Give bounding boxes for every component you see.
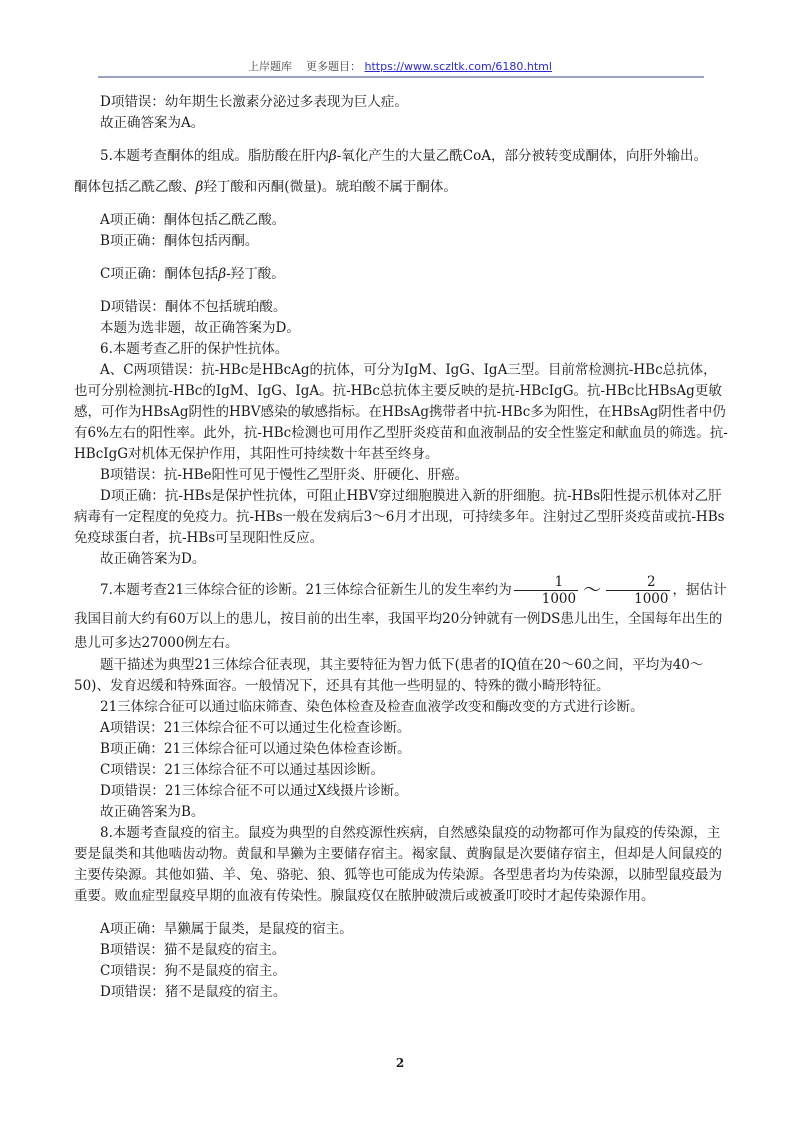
q7-option-d: D项错误：21三体综合征不可以通过X线摄片诊断。	[100, 783, 408, 799]
q7-option-a: A项错误：21三体综合征不可以通过生化检查诊断。	[100, 720, 411, 736]
header-divider	[98, 76, 704, 78]
q7-option-b: B项正确：21三体综合征可以通过染色体检查诊断。	[100, 741, 411, 757]
q5-option-d: D项错误：酮体不包括琥珀酸。	[100, 299, 287, 315]
q7-intro: 7.本题考查21三体综合征的诊断。21三体综合征新生儿的发生率约为 $\frac{1}{1000}$ ～ $\frac{2}{1000}$ ，据估计我国目前大约有60万以上的患儿，按目前的出生率，我国平均20分钟就有一例DS患儿出生，全国每年出生的患儿可多达27000例左右。	[74, 574, 727, 651]
q7-description: 题干描述为典型21三体综合征表现，其主要特征为智力低下(患者的IQ值在20～60之间，平均为40～50)、发育迟缓和特殊面容。一般情况下，还具有其他一些明显的、特殊的微小畸形特征。	[74, 657, 704, 694]
q4-answer: 故正确答案为A。	[100, 115, 205, 131]
site-name: 上岸题库	[248, 60, 293, 73]
q6-intro: 6.本题考查乙肝的保护性抗体。	[100, 341, 289, 357]
answer-content	[74, 92, 728, 1003]
q7-answer: 故正确答案为B。	[100, 804, 205, 820]
page-number: 2	[395, 1056, 405, 1070]
q7-option-c: C项错误：21三体综合征不可以通过基因诊断。	[100, 762, 385, 778]
q4-option-d: D项错误：幼年期生长激素分泌过多表现为巨人症。	[100, 94, 408, 110]
site-link[interactable]: https://www.sczltk.com/6180.html	[364, 60, 552, 73]
q6-option-d: D项正确：抗-HBs是保护性抗体，可阻止HBV穿过细胞膜进入新的肝细胞。抗-HBs阳性提示机体对乙肝病毒有一定程度的免疫力。抗-HBs一般在发病后3～6月才出现，可持续多年。注射过乙型肝炎疫苗或抗-HBs免疫球蛋白者，抗-HBs可呈现阳性反应。	[74, 488, 725, 546]
q6-answer: 故正确答案为D。	[100, 551, 206, 567]
q8-option-a: A项正确：旱獭属于鼠类，是鼠疫的宿主。	[100, 921, 353, 937]
q8-option-c: C项错误：狗不是鼠疫的宿主。	[100, 963, 286, 979]
q5-option-a: A项正确：酮体包括乙酰乙酸。	[100, 212, 286, 228]
q5-answer: 本题为选非题，故正确答案为D。	[100, 320, 300, 336]
beta-symbol: β	[195, 179, 204, 195]
q6-option-b: B项错误：抗-HBe阳性可见于慢性乙型肝炎、肝硬化、肝癌。	[100, 467, 469, 483]
q5-option-b: B项正确：酮体包括丙酮。	[100, 233, 259, 249]
fraction-2-1000: $\frac{2}{1000}$	[606, 574, 670, 607]
more-label: 更多题目：	[306, 60, 362, 73]
q8-intro: 8.本题考查鼠疫的宿主。鼠疫为典型的自然疫源性疾病，自然感染鼠疫的动物都可作为鼠疫的传染源，主要是鼠类和其他啮齿动物。黄鼠和旱獭为主要储存宿主。褐家鼠、黄胸鼠是次要储存宿主，但却是人间鼠疫的主要传染源。其他如猫、羊、兔、骆驼、狼、狐等也可能成为传染源。各型患者均为传染源，以肺型鼠疫最为重要。败血症型鼠疫早期的血液有传染性。腺鼠疫仅在脓肿破溃后或被蚤叮咬时才起传染源作用。	[74, 825, 722, 904]
q6-option-ac: A、C两项错误：抗-HBc是HBcAg的抗体，可分为IgM、IgG、IgA三型。目前常检测抗-HBc总抗体，也可分别检测抗-HBc的IgM、IgG、IgA。抗-HBc总抗体主要反映的是抗-HBcIgG。抗-HBc比HBsAg更敏感，可作为HBsAg阴性的HBV感染的敏感指标。在HBsAg携带者中抗-HBc多为阳性，在HBsAg阴性者中仍有6%左右的阳性率。此外，抗-HBc检测也可用作乙型肝炎疫苗和血液制品的安全性鉴定和献血员的筛选。抗-HBcIgG对机体无保护作用，其阳性可持续数十年甚至终身。	[74, 362, 728, 462]
q8-option-b: B项错误：猫不是鼠疫的宿主。	[100, 942, 286, 958]
page-header	[0, 58, 800, 74]
q7-diagnosis: 21三体综合征可以通过临床筛查、染色体检查及检查血液学改变和酶改变的方式进行诊断。	[100, 699, 644, 715]
fraction-1-1000: $\frac{1}{1000}$	[514, 574, 578, 607]
beta-symbol: β	[218, 266, 227, 282]
beta-symbol: β	[328, 148, 337, 164]
q5-option-c: C项正确：酮体包括β-羟丁酸。	[100, 266, 285, 282]
q5-intro: 5.本题考查酮体的组成。脂肪酸在肝内β-氧化产生的大量乙酰CoA，部分被转变成酮体，向肝外输出。	[100, 148, 707, 164]
q5-intro-cont: 酮体包括乙酰乙酸、β羟丁酸和丙酮(微量)。琥珀酸不属于酮体。	[74, 179, 457, 195]
q8-option-d: D项错误：猪不是鼠疫的宿主。	[100, 984, 287, 1000]
